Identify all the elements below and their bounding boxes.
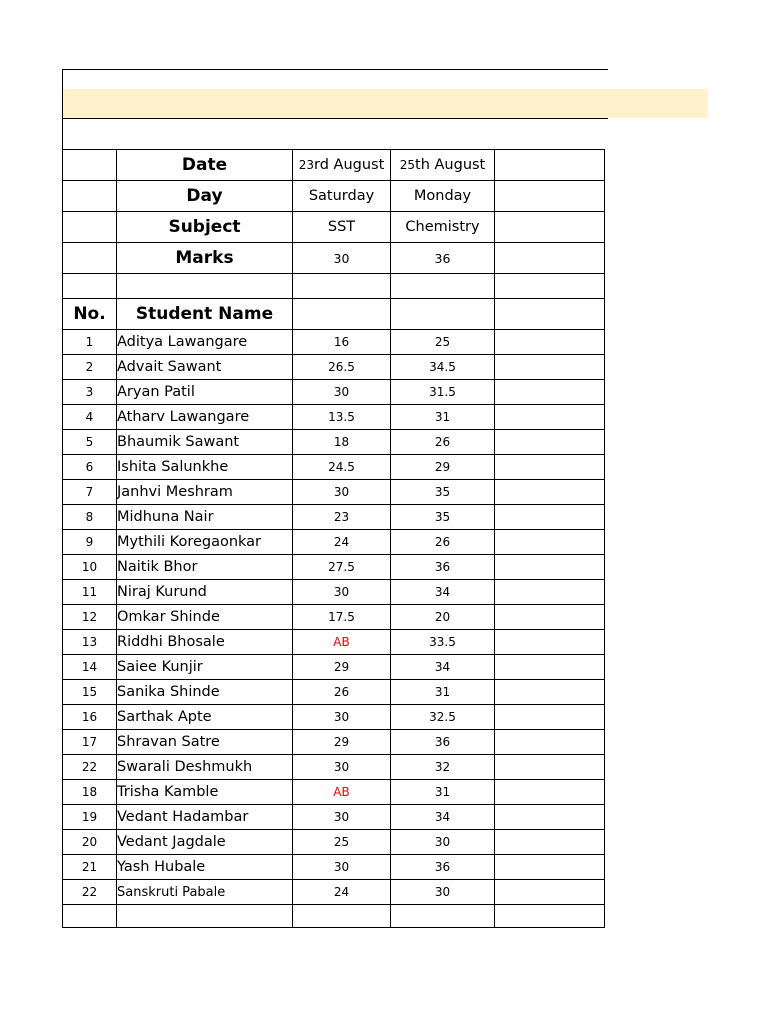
exam2-score: 31.5 — [391, 380, 495, 405]
table-row — [63, 730, 605, 755]
student-number: 18 — [63, 780, 117, 805]
exam1-day: Saturday — [293, 181, 391, 212]
band-bottom-border — [62, 118, 608, 119]
exam1-score: 30 — [293, 380, 391, 405]
exam2-score: 32 — [391, 755, 495, 780]
student-name: Omkar Shinde — [117, 605, 293, 630]
exam1-score: AB — [293, 630, 391, 655]
student-number: 5 — [63, 430, 117, 455]
exam1-score: 24 — [293, 530, 391, 555]
table-row — [63, 805, 605, 830]
student-number: 21 — [63, 855, 117, 880]
exam2-score: 29 — [391, 455, 495, 480]
empty-cell — [495, 605, 605, 630]
empty-cell — [495, 330, 605, 355]
empty-cell — [495, 555, 605, 580]
student-name: Sanika Shinde — [117, 680, 293, 705]
student-name: Vedant Hadambar — [117, 805, 293, 830]
exam1-score: AB — [293, 780, 391, 805]
empty-cell — [495, 655, 605, 680]
empty-cell — [495, 355, 605, 380]
table-row — [63, 780, 605, 805]
exam2-score: 34 — [391, 655, 495, 680]
exam1-score: 30 — [293, 855, 391, 880]
exam2-score: 30 — [391, 830, 495, 855]
student-name: Vedant Jagdale — [117, 830, 293, 855]
student-number: 22 — [63, 755, 117, 780]
exam2-score: 30 — [391, 880, 495, 905]
highlight-band — [62, 89, 708, 118]
table-row — [63, 580, 605, 605]
exam2-subject: Chemistry — [391, 212, 495, 243]
empty-cell — [495, 805, 605, 830]
exam2-score: 32.5 — [391, 705, 495, 730]
exam2-date-num: 25 — [399, 158, 416, 172]
empty-cell — [117, 905, 293, 928]
exam2-score: 26 — [391, 430, 495, 455]
exam1-score: 23 — [293, 505, 391, 530]
student-number: 22 — [63, 880, 117, 905]
empty-cell — [495, 905, 605, 928]
subject-row — [63, 212, 605, 243]
exam1-score: 24.5 — [293, 455, 391, 480]
table-row — [63, 355, 605, 380]
empty-cell — [495, 580, 605, 605]
student-number: 15 — [63, 680, 117, 705]
student-name: Advait Sawant — [117, 355, 293, 380]
exam2-score: 35 — [391, 480, 495, 505]
student-number: 2 — [63, 355, 117, 380]
empty-cell — [495, 855, 605, 880]
exam2-score: 33.5 — [391, 630, 495, 655]
empty-cell — [495, 830, 605, 855]
student-number: 19 — [63, 805, 117, 830]
student-number: 3 — [63, 380, 117, 405]
table-row — [63, 430, 605, 455]
empty-cell — [495, 730, 605, 755]
student-name: Midhuna Nair — [117, 505, 293, 530]
exam2-score: 31 — [391, 680, 495, 705]
exam1-score: 17.5 — [293, 605, 391, 630]
empty-cell — [495, 380, 605, 405]
student-number: 12 — [63, 605, 117, 630]
exam2-score: 31 — [391, 405, 495, 430]
empty-cell — [495, 680, 605, 705]
student-number: 11 — [63, 580, 117, 605]
student-name: Aryan Patil — [117, 380, 293, 405]
student-number: 9 — [63, 530, 117, 555]
empty-cell — [63, 905, 117, 928]
table-row — [63, 455, 605, 480]
exam1-score: 29 — [293, 730, 391, 755]
student-name: Mythili Koregaonkar — [117, 530, 293, 555]
table-row — [63, 705, 605, 730]
exam2-date-text: th August — [415, 157, 486, 173]
spacer-row — [63, 274, 605, 299]
exam2-score: 35 — [391, 505, 495, 530]
student-name: Ishita Salunkhe — [117, 455, 293, 480]
exam1-date-text: rd August — [314, 157, 385, 173]
student-number: 20 — [63, 830, 117, 855]
exam1-score: 25 — [293, 830, 391, 855]
student-name: Aditya Lawangare — [117, 330, 293, 355]
student-name: Sanskruti Pabale — [117, 880, 293, 905]
exam2-score: 34 — [391, 805, 495, 830]
table-row — [63, 680, 605, 705]
student-name: Atharv Lawangare — [117, 405, 293, 430]
student-number: 10 — [63, 555, 117, 580]
exam2-date — [391, 150, 495, 181]
student-name: Swarali Deshmukh — [117, 755, 293, 780]
table-row — [63, 405, 605, 430]
exam1-date-num: 23 — [298, 158, 314, 172]
column-header-row — [63, 299, 605, 330]
marks-label: Marks — [117, 243, 293, 274]
table-row — [63, 555, 605, 580]
exam1-score: 30 — [293, 580, 391, 605]
empty-cell — [495, 430, 605, 455]
empty-cell — [495, 780, 605, 805]
empty-cell — [495, 505, 605, 530]
student-number: 17 — [63, 730, 117, 755]
empty-cell — [495, 630, 605, 655]
student-name: Shravan Satre — [117, 730, 293, 755]
empty-cell — [293, 905, 391, 928]
subject-label: Subject — [117, 212, 293, 243]
empty-cell — [495, 480, 605, 505]
exam2-day: Monday — [391, 181, 495, 212]
student-name: Janhvi Meshram — [117, 480, 293, 505]
exam1-score: 29 — [293, 655, 391, 680]
empty-cell — [495, 405, 605, 430]
table-row — [63, 855, 605, 880]
empty-cell — [495, 880, 605, 905]
exam2-score: 20 — [391, 605, 495, 630]
no-column-header: No. — [63, 299, 117, 330]
empty-cell — [495, 755, 605, 780]
student-name: Sarthak Apte — [117, 705, 293, 730]
student-name: Niraj Kurund — [117, 580, 293, 605]
exam1-marks: 30 — [293, 243, 391, 274]
student-number: 6 — [63, 455, 117, 480]
student-name: Yash Hubale — [117, 855, 293, 880]
table-row — [63, 505, 605, 530]
marks-row — [63, 243, 605, 274]
left-edge-top — [62, 69, 63, 150]
marks-table — [62, 149, 605, 928]
exam1-subject: SST — [293, 212, 391, 243]
table-row — [63, 605, 605, 630]
exam1-score: 13.5 — [293, 405, 391, 430]
table-row — [63, 655, 605, 680]
exam1-score: 30 — [293, 480, 391, 505]
student-name: Riddhi Bhosale — [117, 630, 293, 655]
student-number: 8 — [63, 505, 117, 530]
exam2-score: 36 — [391, 855, 495, 880]
student-name: Saiee Kunjir — [117, 655, 293, 680]
student-name: Trisha Kamble — [117, 780, 293, 805]
table-row — [63, 830, 605, 855]
empty-row — [63, 905, 605, 928]
student-number: 4 — [63, 405, 117, 430]
student-number: 16 — [63, 705, 117, 730]
date-row — [63, 150, 605, 181]
sheet-top-border — [62, 69, 608, 70]
exam2-score: 31 — [391, 780, 495, 805]
student-number: 14 — [63, 655, 117, 680]
exam1-score: 30 — [293, 705, 391, 730]
table-row — [63, 380, 605, 405]
exam2-score: 34 — [391, 580, 495, 605]
student-number: 1 — [63, 330, 117, 355]
exam1-score: 24 — [293, 880, 391, 905]
empty-cell — [391, 905, 495, 928]
exam1-score: 27.5 — [293, 555, 391, 580]
exam2-score: 25 — [391, 330, 495, 355]
exam1-score: 18 — [293, 430, 391, 455]
date-label: Date — [117, 150, 293, 181]
table-row — [63, 330, 605, 355]
empty-cell — [495, 455, 605, 480]
exam1-date — [293, 150, 391, 181]
exam2-score: 34.5 — [391, 355, 495, 380]
exam1-score: 30 — [293, 755, 391, 780]
day-label: Day — [117, 181, 293, 212]
student-name: Bhaumik Sawant — [117, 430, 293, 455]
exam1-score: 26.5 — [293, 355, 391, 380]
exam1-score: 16 — [293, 330, 391, 355]
empty-cell — [495, 705, 605, 730]
exam2-score: 36 — [391, 555, 495, 580]
exam2-score: 36 — [391, 730, 495, 755]
exam1-score: 26 — [293, 680, 391, 705]
empty-cell — [495, 530, 605, 555]
student-number: 7 — [63, 480, 117, 505]
exam1-score: 30 — [293, 805, 391, 830]
day-row — [63, 181, 605, 212]
table-row — [63, 880, 605, 905]
table-row — [63, 755, 605, 780]
table-row — [63, 480, 605, 505]
table-row — [63, 530, 605, 555]
exam2-score: 26 — [391, 530, 495, 555]
table-row — [63, 630, 605, 655]
student-name: Naitik Bhor — [117, 555, 293, 580]
exam2-marks: 36 — [391, 243, 495, 274]
name-column-header: Student Name — [117, 299, 293, 330]
student-number: 13 — [63, 630, 117, 655]
